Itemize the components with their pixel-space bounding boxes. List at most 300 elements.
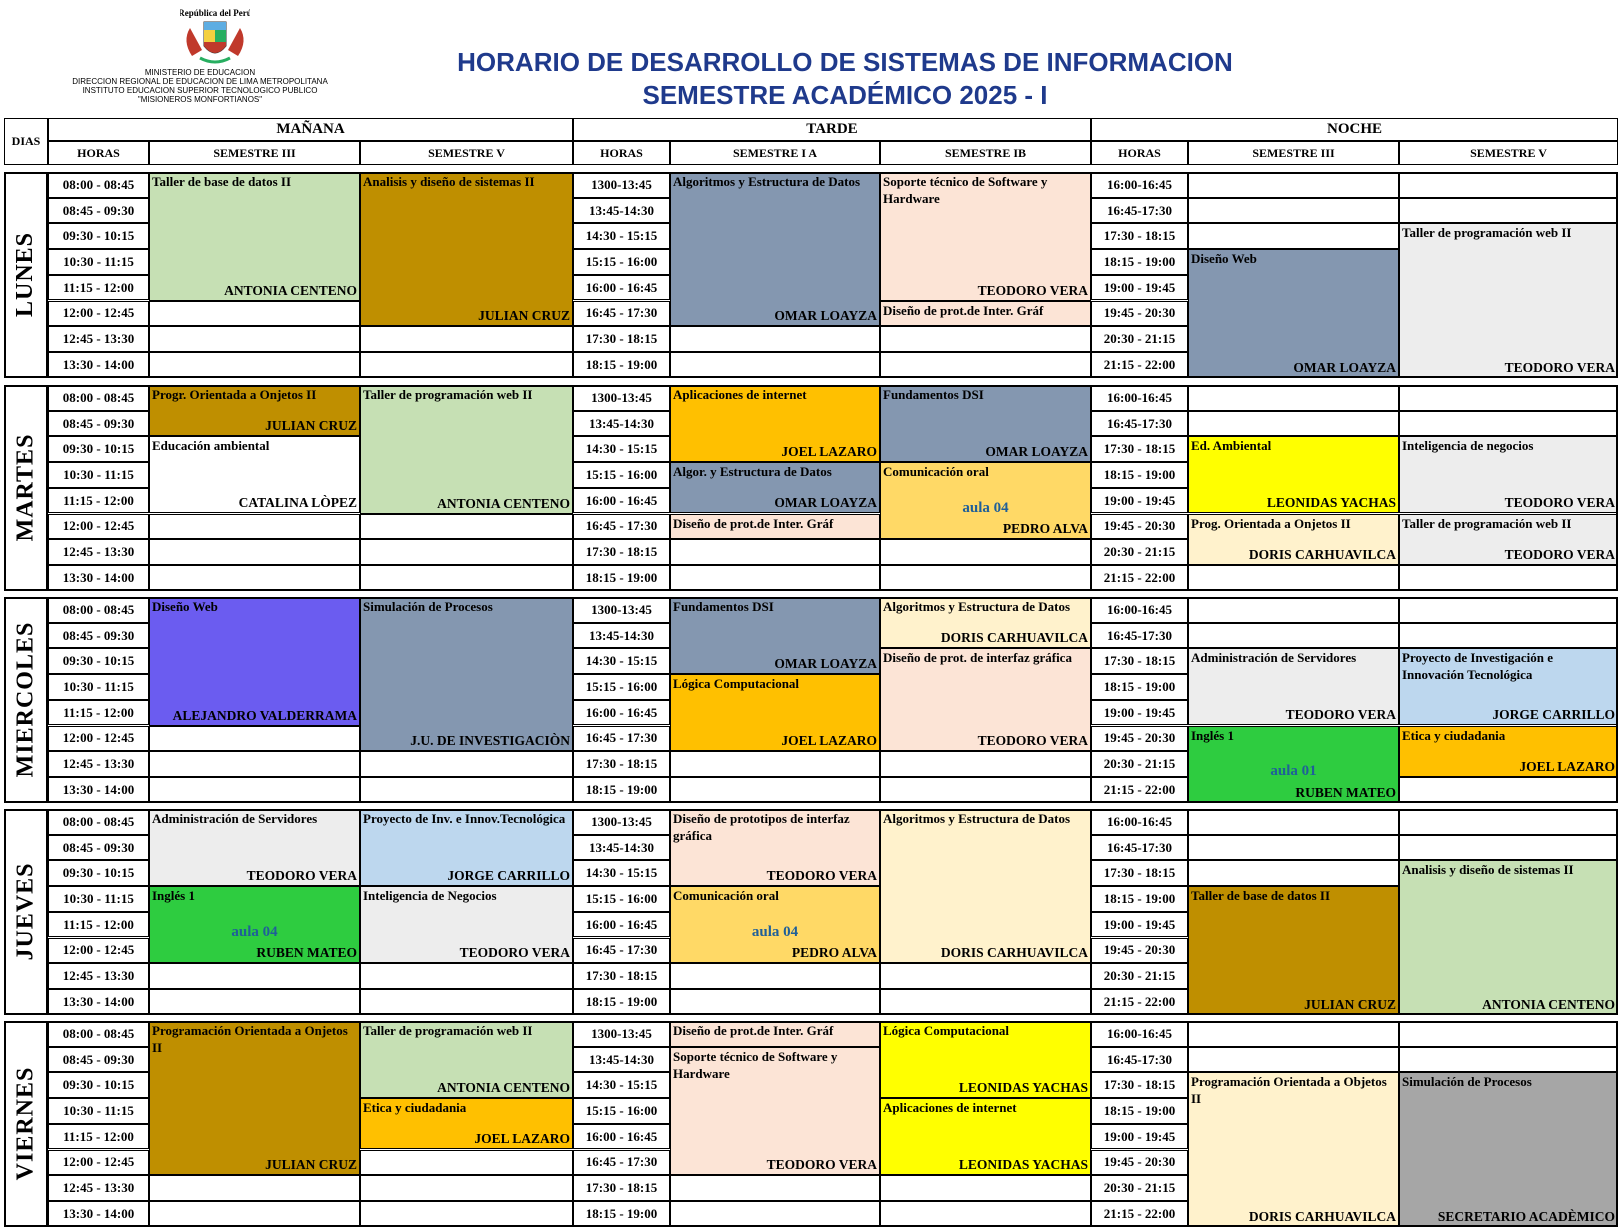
time-label: 21:15 - 22:00 (1103, 993, 1176, 1009)
time-slot (48, 301, 149, 327)
time-slot (573, 1072, 670, 1098)
time-label: 12:45 - 13:30 (62, 756, 135, 772)
time-slot (1091, 860, 1188, 886)
time-slot (48, 751, 149, 777)
time-label: 14:30 - 15:15 (585, 228, 658, 244)
semester-header (360, 141, 573, 165)
time-label: 15:15 - 16:00 (585, 890, 658, 906)
class-block[interactable] (670, 172, 880, 326)
teacher-name: OMAR LOAYZA (1293, 359, 1396, 375)
time-slot (573, 623, 670, 649)
time-slot (1091, 514, 1188, 540)
time-label: 08:45 - 09:30 (62, 415, 135, 431)
empty-slot (1399, 1021, 1618, 1047)
class-name: Algor. y Estructura de Datos (673, 464, 832, 480)
class-block[interactable] (1188, 648, 1399, 725)
class-name: Ed. Ambiental (1191, 438, 1272, 454)
time-slot (573, 777, 670, 803)
time-label: 16:45 - 17:30 (585, 942, 658, 958)
dias-label: DIAS (11, 134, 41, 148)
class-block[interactable] (149, 1021, 360, 1175)
teacher-name: JORGE CARRILLO (1492, 707, 1615, 723)
time-slot (1091, 488, 1188, 514)
time-label: 16:45 - 17:30 (585, 1154, 658, 1170)
empty-slot (149, 352, 360, 378)
empty-slot (360, 963, 573, 989)
class-block[interactable] (670, 1047, 880, 1176)
class-block[interactable] (670, 385, 880, 462)
day-label-0 (4, 172, 48, 378)
empty-slot (880, 989, 1091, 1015)
time-slot (1091, 726, 1188, 752)
time-slot (48, 411, 149, 437)
time-label: 16:45-17:30 (1107, 202, 1172, 218)
time-label: 09:30 - 10:15 (62, 653, 135, 669)
teacher-name: CATALINA LÒPEZ (238, 495, 357, 511)
time-label: 19:45 - 20:30 (1103, 730, 1176, 746)
class-block[interactable] (670, 809, 880, 886)
teacher-name: PEDRO ALVA (1002, 521, 1088, 537)
time-label: 12:45 - 13:30 (62, 331, 135, 347)
class-block[interactable] (149, 385, 360, 436)
time-slot (1091, 462, 1188, 488)
class-block[interactable] (1188, 886, 1399, 1015)
time-slot (48, 963, 149, 989)
teacher-name: TEODORO VERA (1285, 707, 1396, 723)
time-label: 17:30 - 18:15 (1103, 653, 1176, 669)
time-slot (573, 539, 670, 565)
time-slot (48, 860, 149, 886)
time-label: 17:30 - 18:15 (585, 756, 658, 772)
day-label-1 (4, 385, 48, 591)
class-block[interactable] (880, 462, 1091, 539)
empty-slot (149, 963, 360, 989)
class-block[interactable] (670, 514, 880, 540)
class-block[interactable] (880, 597, 1091, 648)
time-slot (48, 352, 149, 378)
teacher-name: ANTONIA CENTENO (437, 495, 570, 511)
class-name: Aplicaciones de internet (883, 1100, 1017, 1116)
class-name: Comunicación oral (883, 464, 989, 480)
time-slot (48, 514, 149, 540)
time-label: 08:00 - 08:45 (62, 813, 135, 829)
class-name: Taller de base de datos II (1191, 888, 1331, 904)
class-block[interactable] (1188, 726, 1399, 803)
time-slot (1091, 648, 1188, 674)
empty-slot (1188, 835, 1399, 861)
class-block[interactable] (360, 597, 573, 751)
time-slot (1091, 1175, 1188, 1201)
shift-header (573, 118, 1091, 141)
shift-label: NOCHE (1326, 121, 1382, 137)
class-name: Taller de base de datos II (152, 174, 292, 189)
time-label: 1300-13:45 (591, 389, 652, 405)
shift-header (1091, 118, 1618, 141)
empty-slot (670, 963, 880, 989)
time-slot (573, 938, 670, 964)
time-slot (1091, 623, 1188, 649)
teacher-name: LEONIDAS YACHAS (1266, 495, 1396, 511)
class-block[interactable] (1399, 726, 1618, 777)
time-slot (573, 726, 670, 752)
time-label: 16:45 - 17:30 (585, 730, 658, 746)
time-slot (1091, 1098, 1188, 1124)
class-block[interactable] (1399, 223, 1618, 377)
empty-slot (1188, 1047, 1399, 1073)
time-label: 1300-13:45 (591, 813, 652, 829)
time-slot (1091, 700, 1188, 726)
time-slot (48, 462, 149, 488)
time-slot (573, 1098, 670, 1124)
class-block[interactable] (1188, 436, 1399, 513)
empty-slot (360, 1150, 573, 1176)
svg-text:República del Perú: República del Perú (180, 8, 250, 18)
class-block[interactable] (360, 886, 573, 963)
class-block[interactable] (360, 385, 573, 514)
class-block[interactable] (1188, 249, 1399, 378)
empty-slot (1188, 223, 1399, 249)
day-name: MARTES (12, 433, 39, 542)
empty-slot (360, 989, 573, 1015)
time-label: 17:30 - 18:15 (585, 544, 658, 560)
day-name: JUEVES (12, 862, 39, 961)
teacher-name: OMAR LOAYZA (985, 444, 1088, 460)
teacher-name: TEODORO VERA (459, 945, 570, 961)
time-label: 15:15 - 16:00 (585, 678, 658, 694)
time-label: 20:30 - 21:15 (1103, 544, 1176, 560)
time-label: 16:00-16:45 (1107, 176, 1172, 192)
class-block[interactable] (1399, 1072, 1618, 1226)
empty-slot (1399, 597, 1618, 623)
time-slot (1091, 886, 1188, 912)
class-block[interactable] (149, 172, 360, 301)
time-slot (573, 514, 670, 540)
time-label: 11:15 - 12:00 (63, 704, 134, 720)
time-label: 18:15 - 19:00 (1103, 253, 1176, 269)
class-block[interactable] (670, 597, 880, 674)
time-slot (1091, 751, 1188, 777)
time-slot (1091, 301, 1188, 327)
time-label: 11:15 - 12:00 (63, 1128, 134, 1144)
time-slot (573, 352, 670, 378)
class-block[interactable] (670, 886, 880, 963)
empty-slot (1188, 565, 1399, 591)
time-slot (48, 249, 149, 275)
empty-slot (360, 539, 573, 565)
time-label: 13:30 - 14:00 (62, 1205, 135, 1221)
class-name: Algoritmos y Estructura de Datos (673, 174, 861, 189)
time-slot (1091, 835, 1188, 861)
time-label: 16:00-16:45 (1107, 389, 1172, 405)
class-name: Simulación de Procesos (363, 599, 493, 614)
class-name: Taller de programación web II (363, 387, 533, 402)
time-label: 16:00 - 16:45 (585, 1128, 658, 1144)
empty-slot (1188, 172, 1399, 198)
empty-slot (149, 726, 360, 752)
day-label-3 (4, 809, 48, 1015)
class-block[interactable] (1399, 514, 1618, 565)
class-block[interactable] (880, 809, 1091, 963)
time-label: 08:00 - 08:45 (62, 601, 135, 617)
empty-slot (149, 751, 360, 777)
empty-slot (1188, 860, 1399, 886)
time-label: 16:45 - 17:30 (585, 518, 658, 534)
class-name: Diseño Web (1191, 251, 1257, 267)
class-name: Administración de Servidores (1191, 650, 1357, 666)
class-name: Soporte técnico de Software y Hardware (673, 1048, 838, 1081)
semester-header (670, 141, 880, 165)
teacher-name: RUBEN MATEO (1295, 784, 1396, 800)
time-slot (48, 275, 149, 301)
teacher-name: OMAR LOAYZA (774, 308, 877, 324)
class-block[interactable] (149, 886, 360, 963)
time-label: 1300-13:45 (591, 601, 652, 617)
class-name: Taller de programación web II (363, 1023, 533, 1038)
teacher-name: JOEL LAZARO (1519, 758, 1615, 774)
time-slot (573, 198, 670, 224)
time-slot (1091, 938, 1188, 964)
time-label: 14:30 - 15:15 (585, 865, 658, 881)
time-slot (1091, 172, 1188, 198)
time-label: 16:00-16:45 (1107, 601, 1172, 617)
horas-header (48, 141, 149, 165)
teacher-name: LEONIDAS YACHAS (958, 1080, 1088, 1096)
class-name: Progr. Orientada a Onjetos II (152, 387, 317, 402)
teacher-name: ANTONIA CENTENO (437, 1080, 570, 1096)
teacher-name: TEODORO VERA (1504, 546, 1615, 562)
teacher-name: TEODORO VERA (766, 1157, 877, 1173)
class-block[interactable] (880, 301, 1091, 327)
time-label: 20:30 - 21:15 (1103, 756, 1176, 772)
empty-slot (880, 539, 1091, 565)
time-label: 17:30 - 18:15 (1103, 1077, 1176, 1093)
time-label: 11:15 - 12:00 (63, 279, 134, 295)
dias-header (4, 118, 48, 165)
time-slot (573, 436, 670, 462)
empty-slot (670, 751, 880, 777)
class-block[interactable] (360, 172, 573, 326)
time-slot (48, 1072, 149, 1098)
class-block[interactable] (880, 1098, 1091, 1175)
class-name: Inglés 1 (1191, 727, 1234, 743)
empty-slot (1188, 385, 1399, 411)
time-slot (48, 886, 149, 912)
time-slot (1091, 352, 1188, 378)
empty-slot (670, 352, 880, 378)
teacher-name: TEODORO VERA (246, 868, 357, 884)
class-name: Etica y ciudadania (363, 1100, 467, 1116)
time-slot (573, 648, 670, 674)
time-slot (573, 1124, 670, 1150)
empty-slot (1188, 623, 1399, 649)
class-block[interactable] (880, 172, 1091, 301)
time-slot (48, 648, 149, 674)
day-label-4 (4, 1021, 48, 1227)
time-label: 09:30 - 10:15 (62, 865, 135, 881)
time-slot (573, 835, 670, 861)
time-label: 13:45-14:30 (589, 1051, 654, 1067)
class-block[interactable] (670, 1021, 880, 1047)
time-label: 16:00-16:45 (1107, 813, 1172, 829)
teacher-name: JULIAN CRUZ (265, 1157, 357, 1173)
time-slot (48, 912, 149, 938)
time-label: 12:45 - 13:30 (62, 544, 135, 560)
teacher-name: JULIAN CRUZ (478, 308, 570, 324)
class-block[interactable] (149, 809, 360, 886)
time-slot (48, 700, 149, 726)
teacher-name: OMAR LOAYZA (774, 495, 877, 511)
time-slot (1091, 963, 1188, 989)
time-slot (573, 411, 670, 437)
empty-slot (149, 989, 360, 1015)
empty-slot (360, 326, 573, 352)
empty-slot (360, 514, 573, 540)
class-block[interactable] (1399, 860, 1618, 1014)
time-label: 16:45-17:30 (1107, 839, 1172, 855)
empty-slot (1399, 835, 1618, 861)
class-block[interactable] (149, 597, 360, 726)
empty-slot (149, 777, 360, 803)
empty-slot (1399, 411, 1618, 437)
class-block[interactable] (149, 436, 360, 513)
class-block[interactable] (1399, 436, 1618, 513)
time-label: 18:15 - 19:00 (1103, 890, 1176, 906)
time-label: 16:00 - 16:45 (585, 279, 658, 295)
time-slot (1091, 249, 1188, 275)
time-label: 13:45-14:30 (589, 202, 654, 218)
class-name: Fundamentos DSI (883, 387, 984, 402)
time-slot (48, 1124, 149, 1150)
class-block[interactable] (880, 1021, 1091, 1098)
empty-slot (1188, 597, 1399, 623)
time-slot (1091, 989, 1188, 1015)
time-slot (1091, 436, 1188, 462)
teacher-name: PEDRO ALVA (791, 945, 877, 961)
time-label: 17:30 - 18:15 (585, 1180, 658, 1196)
class-block[interactable] (1188, 514, 1399, 565)
time-label: 08:00 - 08:45 (62, 1025, 135, 1041)
class-block[interactable] (670, 674, 880, 751)
time-label: 14:30 - 15:15 (585, 1077, 658, 1093)
semester-label: SEMESTRE III (1252, 145, 1335, 160)
horas-label: HORAS (77, 145, 120, 160)
teacher-name: TEODORO VERA (1504, 359, 1615, 375)
empty-slot (1399, 385, 1618, 411)
semester-label: SEMESTRE IB (944, 145, 1027, 160)
empty-slot (670, 565, 880, 591)
empty-slot (670, 777, 880, 803)
time-label: 12:45 - 13:30 (62, 968, 135, 984)
teacher-name: DORIS CARHUAVILCA (940, 945, 1088, 961)
semester-header (880, 141, 1091, 165)
classroom-label: aula 04 (231, 923, 278, 940)
time-label: 13:30 - 14:00 (62, 781, 135, 797)
empty-slot (1399, 172, 1618, 198)
time-slot (573, 249, 670, 275)
class-name: Taller de programación web II (1402, 225, 1572, 241)
time-label: 10:30 - 11:15 (63, 1102, 134, 1118)
time-label: 16:00 - 16:45 (585, 492, 658, 508)
time-label: 13:30 - 14:00 (62, 356, 135, 372)
time-slot (48, 172, 149, 198)
time-label: 20:30 - 21:15 (1103, 331, 1176, 347)
empty-slot (149, 326, 360, 352)
empty-slot (1399, 1047, 1618, 1073)
class-name: Diseño de prot.de Inter. Gráf (673, 515, 834, 531)
class-block[interactable] (360, 809, 573, 886)
time-label: 12:00 - 12:45 (62, 518, 135, 534)
institution-line-4: "MISIONEROS MONFORTIANOS" (137, 95, 263, 104)
time-label: 09:30 - 10:15 (62, 1077, 135, 1093)
time-label: 18:15 - 19:00 (585, 1205, 658, 1221)
time-slot (573, 385, 670, 411)
empty-slot (880, 326, 1091, 352)
class-block[interactable] (880, 385, 1091, 462)
horas-label: HORAS (1118, 145, 1161, 160)
empty-slot (880, 565, 1091, 591)
time-label: 1300-13:45 (591, 1025, 652, 1041)
time-slot (573, 223, 670, 249)
shift-label: TARDE (806, 121, 858, 137)
time-label: 14:30 - 15:15 (585, 441, 658, 457)
time-slot (48, 726, 149, 752)
time-slot (1091, 674, 1188, 700)
time-label: 18:15 - 19:00 (585, 356, 658, 372)
time-label: 19:00 - 19:45 (1103, 492, 1176, 508)
semester-header (1399, 141, 1618, 165)
class-name: Prog. Orientada a Onjetos II (1191, 515, 1351, 531)
time-slot (1091, 1072, 1188, 1098)
empty-slot (149, 565, 360, 591)
class-block[interactable] (360, 1098, 573, 1149)
time-label: 18:15 - 19:00 (1103, 466, 1176, 482)
class-block[interactable] (1399, 648, 1618, 725)
time-slot (573, 751, 670, 777)
time-label: 15:15 - 16:00 (585, 253, 658, 269)
class-name: Educación ambiental (152, 438, 270, 454)
time-slot (1091, 777, 1188, 803)
time-slot (48, 488, 149, 514)
shift-label: MAÑANA (276, 121, 345, 137)
time-slot (48, 1021, 149, 1047)
time-label: 19:45 - 20:30 (1103, 942, 1176, 958)
horas-header (573, 141, 670, 165)
time-slot (48, 326, 149, 352)
empty-slot (360, 352, 573, 378)
empty-slot (360, 777, 573, 803)
teacher-name: TEODORO VERA (977, 282, 1088, 298)
class-block[interactable] (670, 462, 880, 513)
class-name: Fundamentos DSI (673, 599, 774, 614)
class-block[interactable] (880, 648, 1091, 751)
time-label: 19:45 - 20:30 (1103, 1154, 1176, 1170)
time-slot (573, 700, 670, 726)
class-name: Diseño de prot.de Inter. Gráf (883, 302, 1044, 318)
class-name: Diseño de prototipos de interfaz gráfica (673, 811, 850, 843)
class-block[interactable] (360, 1021, 573, 1098)
class-name: Administración de Servidores (152, 811, 318, 826)
classroom-label: aula 04 (751, 923, 799, 940)
time-slot (48, 436, 149, 462)
class-block[interactable] (1188, 1072, 1399, 1226)
time-label: 16:45-17:30 (1107, 627, 1172, 643)
class-name: Taller de programación web II (1402, 515, 1572, 531)
time-label: 20:30 - 21:15 (1103, 968, 1176, 984)
time-label: 17:30 - 18:15 (1103, 865, 1176, 881)
time-slot (573, 809, 670, 835)
empty-slot (670, 539, 880, 565)
empty-slot (149, 301, 360, 327)
